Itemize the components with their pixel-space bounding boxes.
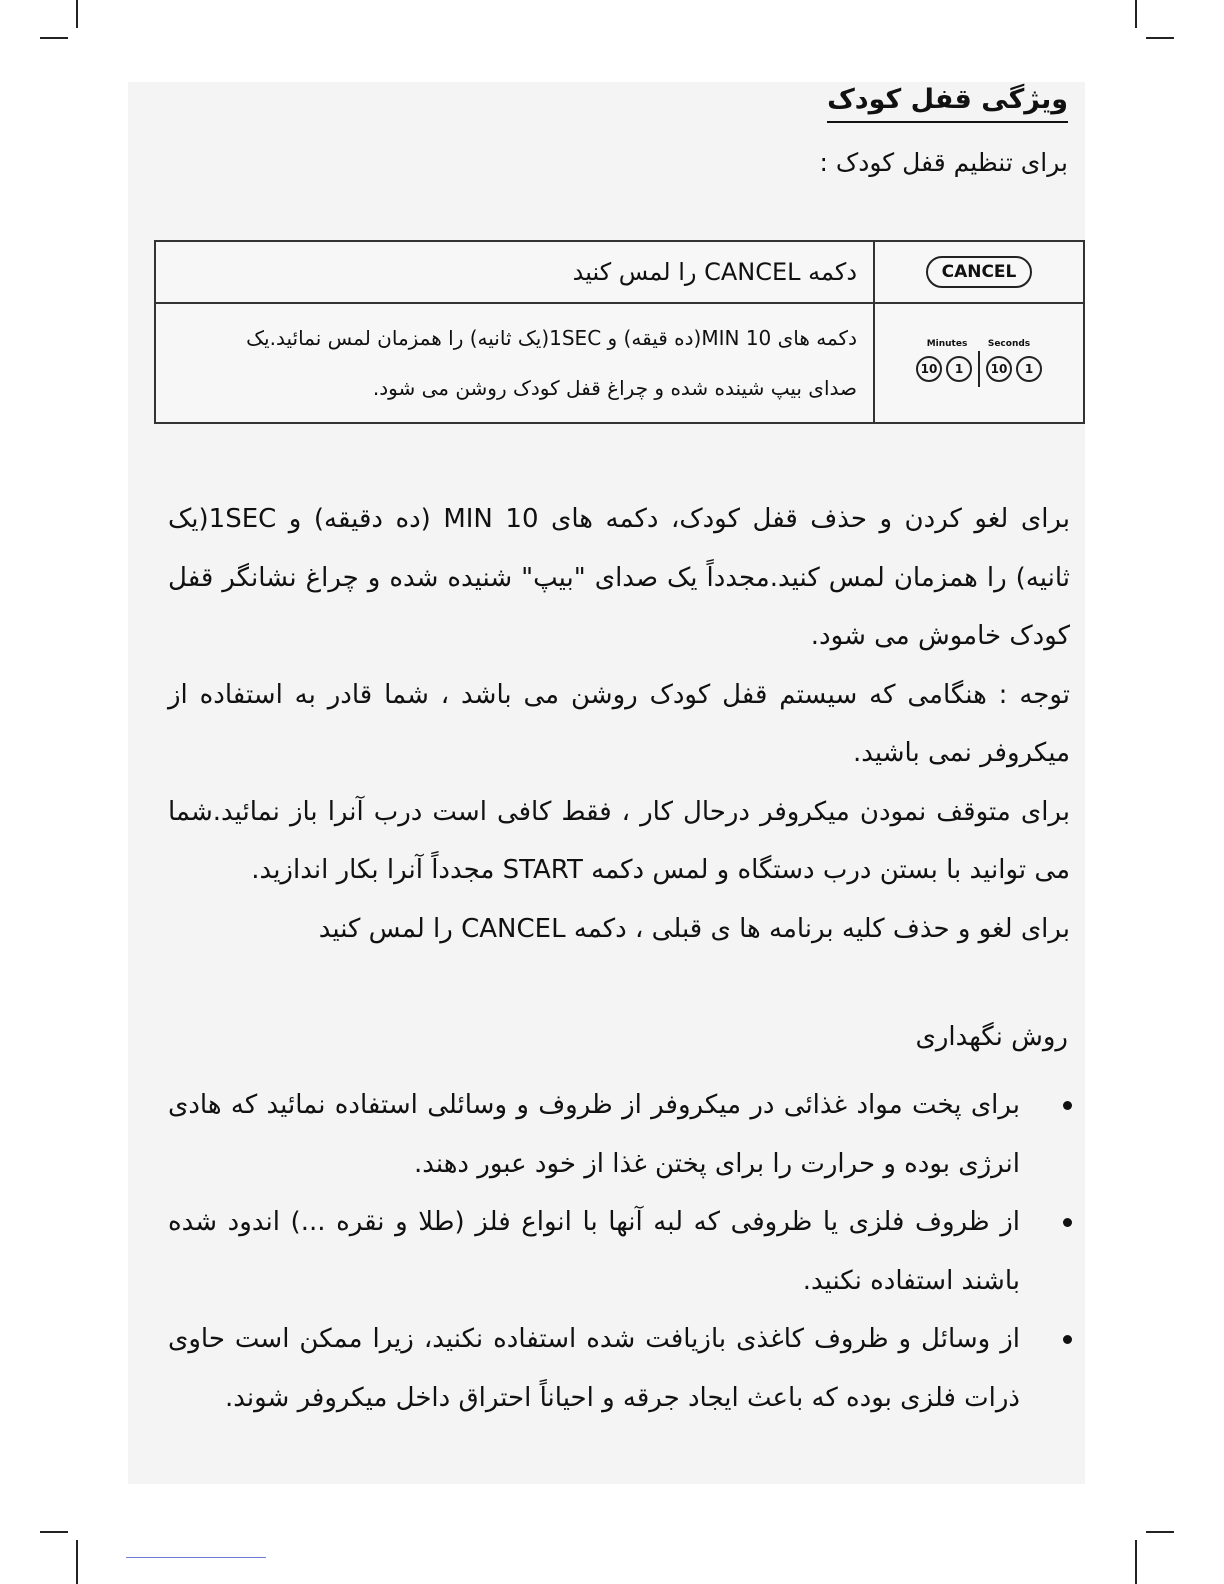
crop-mark (1135, 1540, 1137, 1584)
crop-mark (40, 1531, 68, 1533)
table-cell-text (155, 303, 874, 423)
list-item: برای پخت مواد غذائی در میکروفر از ظروف و وسائلی استفاده نمائید که هادی انرژی بوده و حرارت را برای پختن غذا از خود عبور دهند. (168, 1076, 1130, 1193)
table-cell-icon (874, 303, 1084, 423)
care-title: روش نگهداری (915, 1022, 1068, 1052)
paragraph-cancel-programs: برای لغو و حذف کلیه برنامه ها ی قبلی ، دکمه CANCEL را لمس کنید (318, 913, 1070, 944)
table-cell-text: دکمه CANCEL را لمس کنید (155, 241, 874, 303)
one-second-key-icon: 1 (1016, 356, 1042, 382)
crop-mark (40, 37, 68, 39)
footer-rule (126, 1557, 266, 1558)
bullet-icon (1063, 1218, 1072, 1227)
minutes-label: Minutes (926, 339, 968, 349)
one-minute-key-icon: 1 (946, 356, 972, 382)
section-subtitle: برای تنظیم قفل کودک : (819, 148, 1068, 177)
section-title: ویژگی قفل کودک (827, 84, 1068, 123)
care-list (168, 1076, 1020, 1427)
table-cell-icon (874, 241, 1084, 303)
list-item: از ظروف فلزی یا ظروفی که لبه آنها با انواع فلز (طلا و نقره ...) اندود شده باشند استفاده نکنید. (168, 1193, 1130, 1310)
key-divider (978, 351, 980, 387)
crop-mark (1146, 1531, 1174, 1533)
table-row (155, 303, 1084, 423)
body-text (168, 490, 1070, 958)
cancel-button-icon: CANCEL (926, 256, 1033, 288)
instruction-table (154, 240, 1085, 424)
bullet-icon (1063, 1101, 1072, 1110)
table-row (155, 241, 1084, 303)
crop-mark (76, 0, 78, 28)
crop-mark (1146, 37, 1174, 39)
table-text-line: صدای بیپ شینده شده و چراغ قفل کودک روشن می شود. (372, 376, 857, 400)
paragraph-stop: برای متوقف نمودن میکروفر درحال کار ، فقط کافی است درب آنرا باز نمائید.شما می توانید با بستن درب دستگاه و لمس دکمه START مجدداً آنرا بکار اندازید. (168, 796, 1070, 885)
paragraph-cancel-child-lock: برای لغو کردن و حذف قفل کودک، دکمه های 10 MIN (ده دقیقه) و 1SEC(یک ثانیه) را همزمان لمس کنید.مجدداً یک صدای "بیپ" شنیده شده و چراغ نشانگر قفل کودک خاموش می شود. (168, 504, 1070, 651)
ten-minutes-key-icon: 10 (916, 356, 942, 382)
list-item: از وسائل و ظروف کاغذی بازیافت شده استفاده نکنید، زیرا ممکن است حاوی ذرات فلزی بوده که باعث ایجاد جرقه و احیاناً احتراق داخل میکروفر شوند. (168, 1310, 1130, 1427)
timer-keys-icon (916, 339, 1042, 387)
seconds-label: Seconds (987, 339, 1031, 349)
crop-mark (1135, 0, 1137, 28)
paragraph-note: توجه : هنگامی که سیستم قفل کودک روشن می باشد ، شما قادر به استفاده از میکروفر نمی باشید. (168, 679, 1070, 768)
bullet-icon (1063, 1335, 1072, 1344)
crop-mark (76, 1540, 78, 1584)
table-text-line: دکمه های 10 MIN(ده قیقه) و 1SEC(یک ثانیه) را همزمان لمس نمائید.یک (246, 326, 857, 350)
ten-seconds-key-icon: 10 (986, 356, 1012, 382)
